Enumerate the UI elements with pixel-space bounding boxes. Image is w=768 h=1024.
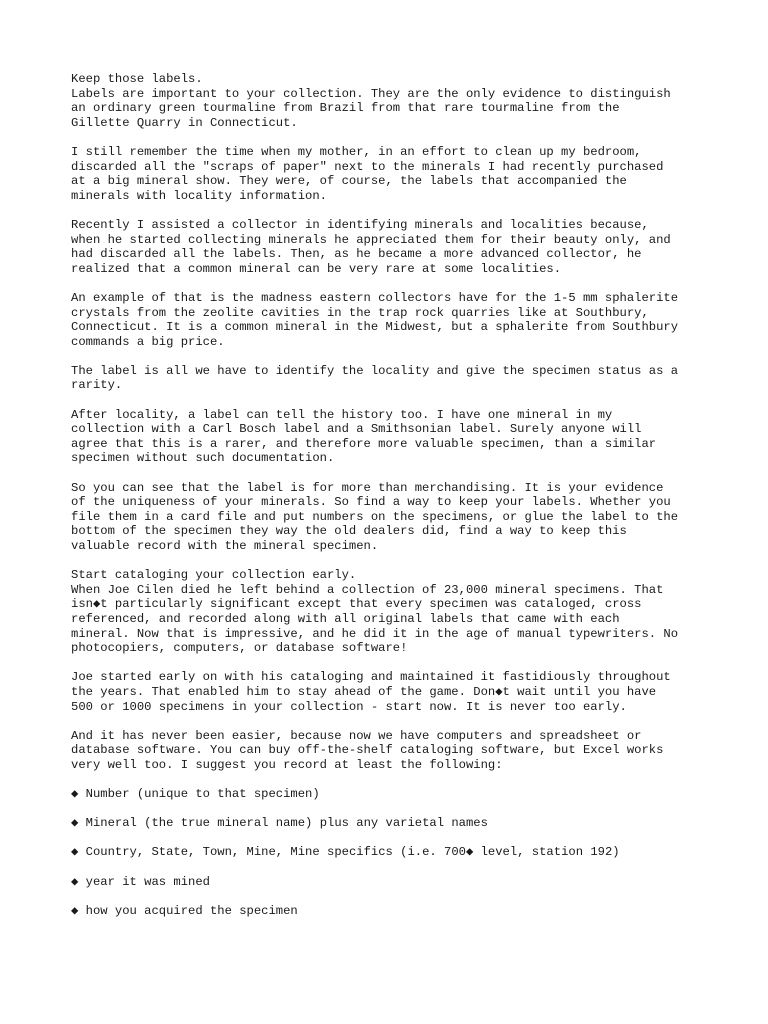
paragraph [71,408,731,466]
text-line: bottom of the specimen they way the old dealers did, find a way to keep this [71,524,627,539]
text-line: the years. That enabled him to stay ahead of the game. Don◆t wait until you have [71,684,657,699]
text-line: discarded all the "scraps of paper" next to the minerals I had recently purchased [71,159,664,174]
text-line: I still remember the time when my mother, in an effort to clean up my bedroom, [71,144,642,159]
text-line: Connecticut. It is a common mineral in the Midwest, but a sphalerite from Southbury [71,320,679,335]
text-line: Keep those labels. [71,72,203,86]
paragraph [71,787,731,802]
text-line: specimen without such documentation. [71,451,335,466]
paragraph [71,291,731,349]
text-line: When Joe Cilen died he left behind a collection of 23,000 mineral specimens. That [71,582,664,597]
text-line: had discarded all the labels. Then, as he became a more advanced collector, he [71,247,642,262]
text-line: rarity. [71,378,123,393]
text-line: minerals with locality information. [71,188,327,203]
paragraph [71,72,731,130]
text-line: Gillette Quarry in Connecticut. [71,115,298,130]
paragraph [71,218,731,276]
paragraph [71,364,731,393]
document-page [71,72,731,933]
paragraph [71,568,731,656]
paragraph [71,145,731,203]
text-line: The label is all we have to identify the locality and give the specimen status as a [71,363,679,378]
text-line: realized that a common mineral can be very rare at some localities. [71,261,562,276]
text-line: ◆ how you acquired the specimen [71,903,298,918]
paragraph [71,670,731,714]
text-line: ◆ Mineral (the true mineral name) plus any varietal names [71,816,488,831]
text-line: valuable record with the mineral specimen. [71,539,379,553]
paragraph [71,481,731,554]
text-line: mineral. Now that is impressive, and he did it in the age of manual typewriters. No [71,626,679,641]
text-line: database software. You can buy off-the-shelf cataloging software, but Excel works [71,743,664,758]
text-line: file them in a card file and put numbers on the specimens, or glue the label to the [71,509,679,524]
text-line: very well too. I suggest you record at least the following: [71,757,503,772]
paragraph [71,729,731,773]
paragraph [71,875,731,890]
text-line: So you can see that the label is for more than merchandising. It is your evidence [71,480,664,495]
text-line: ◆ Country, State, Town, Mine, Mine specifics (i.e. 700◆ level, station 192) [71,845,620,860]
paragraph [71,845,731,860]
text-line: isn◆t particularly significant except that every specimen was cataloged, cross [71,597,642,612]
text-line: ◆ year it was mined [71,874,210,889]
text-line: collection with a Carl Bosch label and a Smithsonian label. Surely anyone will [71,422,642,437]
text-line: And it has never been easier, because now we have computers and spreadsheet or [71,728,642,743]
text-line: Joe started early on with his cataloging and maintained it fastidiously throughout [71,670,671,685]
text-line: Recently I assisted a collector in identifying minerals and localities because, [71,217,649,232]
text-line: Start cataloging your collection early. [71,568,357,583]
paragraph [71,816,731,831]
text-line: photocopiers, computers, or database software! [71,641,408,656]
text-line: agree that this is a rarer, and therefore more valuable specimen, than a similar [71,436,657,451]
text-line: when he started collecting minerals he appreciated them for their beauty only, and [71,232,671,247]
text-line: at a big mineral show. They were, of course, the labels that accompanied the [71,174,627,189]
text-line: 500 or 1000 specimens in your collection - start now. It is never too early. [71,699,627,714]
text-line: commands a big price. [71,334,225,349]
paragraph [71,904,731,919]
text-line: ◆ Number (unique to that specimen) [71,787,320,802]
text-line: After locality, a label can tell the history too. I have one mineral in my [71,407,613,422]
text-line: crystals from the zeolite cavities in the trap rock quarries like at Southbury, [71,305,649,320]
text-line: of the uniqueness of your minerals. So find a way to keep your labels. Whether you [71,495,671,510]
text-line: Labels are important to your collection. They are the only evidence to distinguish [71,86,671,101]
text-line: referenced, and recorded along with all original labels that came with each [71,611,620,626]
text-line: an ordinary green tourmaline from Brazil from that rare tourmaline from the [71,101,620,116]
text-line: An example of that is the madness eastern collectors have for the 1-5 mm sphalerite [71,290,679,305]
